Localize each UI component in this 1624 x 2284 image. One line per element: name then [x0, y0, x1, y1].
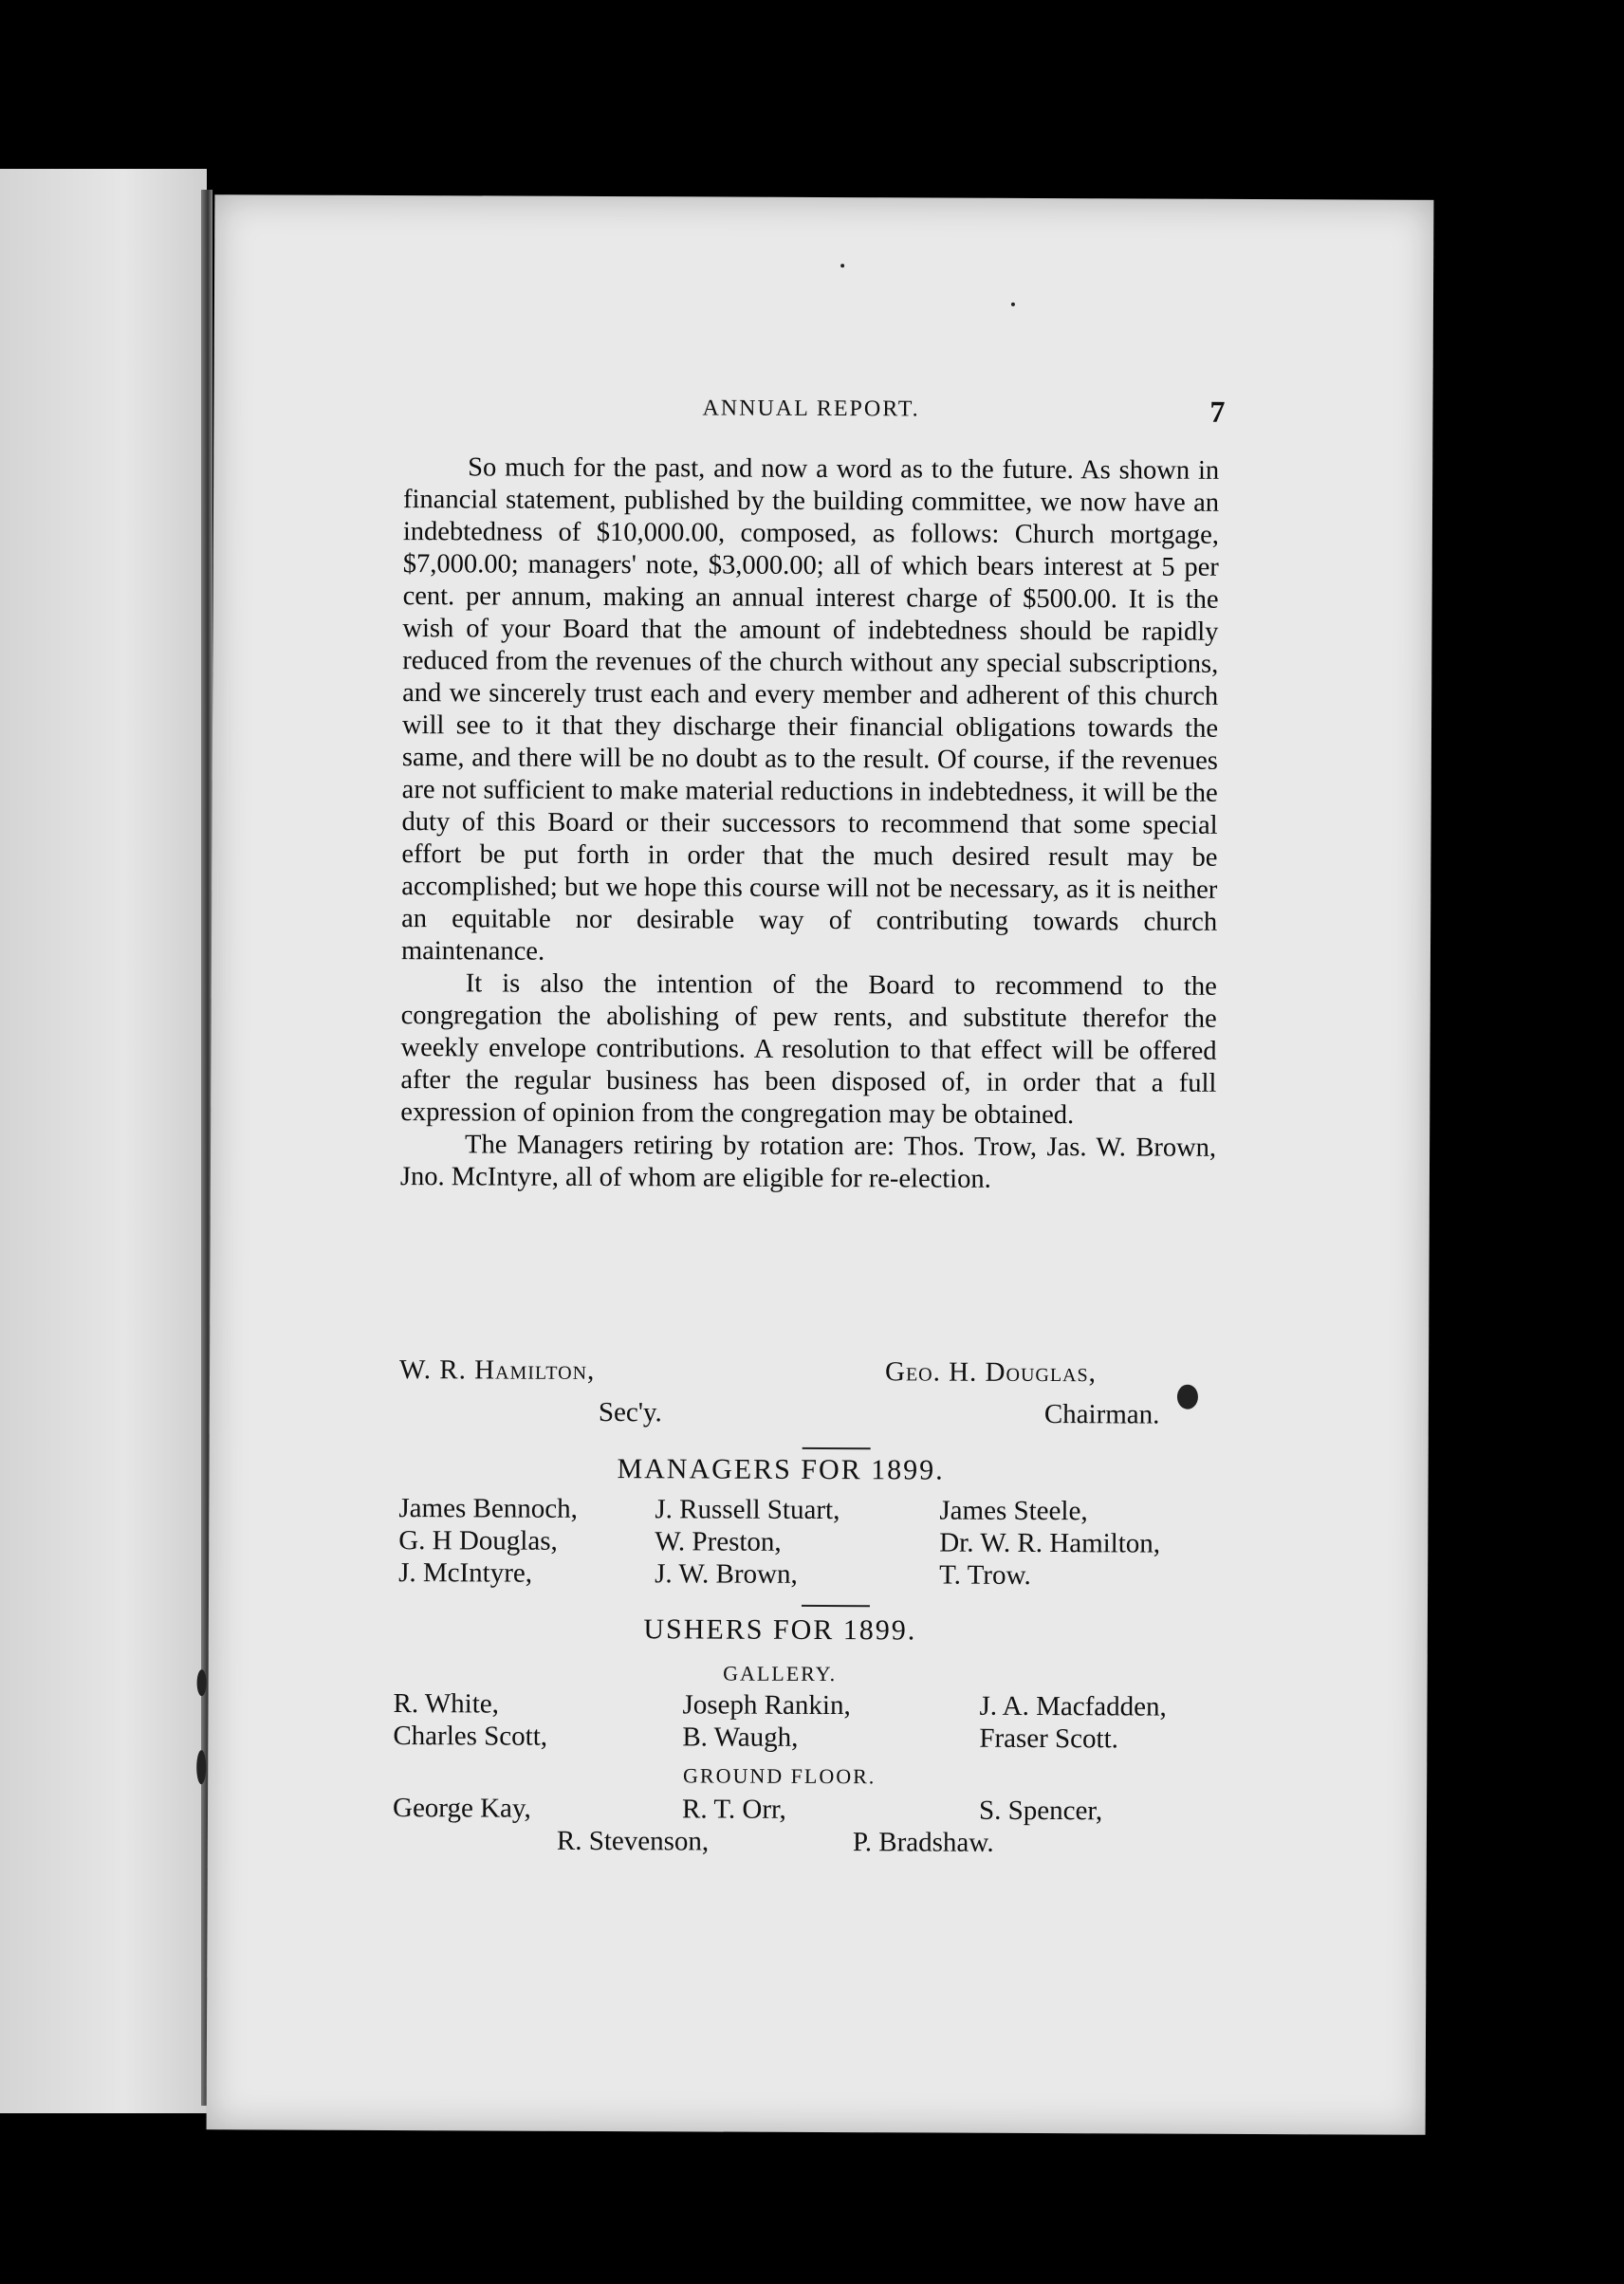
ushers-heading: USHERS FOR 1899.: [643, 1613, 917, 1647]
ink-blot: [1177, 1385, 1198, 1409]
paragraph-retiring-managers: The Managers retiring by rotation are: Thos. Trow, Jas. W. Brown, Jno. McIntyre, all of whom are eligible for re-election.: [399, 1130, 1217, 1194]
manager-name: W. Preston,: [655, 1526, 782, 1557]
divider-rule: [802, 1605, 870, 1607]
manager-name: James Steele,: [939, 1495, 1088, 1527]
manager-name: J. Russell Stuart,: [655, 1494, 840, 1526]
running-title: ANNUAL REPORT.: [702, 396, 920, 422]
chairman-name: Geo. H. Douglas,: [884, 1356, 1097, 1389]
page-header: [213, 394, 1432, 437]
manager-name: James Bennoch,: [398, 1493, 578, 1524]
usher-name: George Kay,: [392, 1793, 531, 1824]
report-body: [400, 451, 1219, 1197]
gallery-ushers-list: [393, 1688, 1246, 1768]
dust-speck: [1011, 303, 1015, 306]
managers-list: [398, 1493, 1252, 1601]
chairman-title: Chairman.: [1043, 1399, 1160, 1430]
usher-name: R. White,: [393, 1688, 500, 1720]
usher-name: J. A. Macfadden,: [979, 1690, 1167, 1722]
usher-name: B. Waugh,: [682, 1722, 799, 1753]
secretary-title: Sec'y.: [598, 1396, 662, 1428]
manager-name: J. W. Brown,: [655, 1558, 798, 1590]
page-number: 7: [1209, 394, 1226, 429]
document-page: [207, 194, 1434, 2135]
manager-name: G. H Douglas,: [398, 1525, 558, 1556]
paragraph-pew-rents: It is also the intention of the Board to recommend to the congregation the abolishing of pew rents, and substitute therefor the weekly envelope contributions. A resolution to that effect will be offered after the regular business has been disposed of, in order that a full expression of opinion from the congregation may be obtained.: [400, 968, 1217, 1131]
divider-rule: [803, 1447, 871, 1449]
managers-heading: MANAGERS FOR 1899.: [617, 1453, 945, 1486]
usher-name: R. T. Orr,: [681, 1794, 786, 1825]
usher-name: Fraser Scott.: [979, 1722, 1119, 1755]
usher-name: R. Stevenson,: [556, 1825, 710, 1857]
signature-block: [399, 1354, 1215, 1444]
manager-name: Dr. W. R. Hamilton,: [939, 1527, 1161, 1559]
manager-name: T. Trow.: [939, 1559, 1031, 1591]
usher-name: S. Spencer,: [978, 1795, 1103, 1827]
gallery-subheading: GALLERY.: [723, 1661, 838, 1686]
ink-blot: [197, 1669, 207, 1696]
ground-floor-ushers-list: [393, 1793, 1246, 1872]
paragraph-indebtedness: So much for the past, and now a word as to the future. As shown in financial statement, published by the building committee, we now have an indebtedness of $10,000.00, composed, as follows: Church mortgage, $7,000.00; managers' note, $3,000.00; all of which bears interest at 5 per cent. per annum, making an annual interest charge of $500.00. It is the wish of your Board that the amount of indebtedness should be rapidly reduced from the revenues of the church without any special subscriptions, and we sincerely trust each and every member and adherent of this church will see to it that they discharge their financial obligations towards the same, and there will be no doubt as to the result. Of course, if the revenues are not sufficient to make material reductions in indebtedness, it will be the duty of this Board or their successors to recommend that some special effort be put forth in order that the much desired result may be accomplished; but we hope this course will not be necessary, as it is neither an equitable nor desirable way of contributing towards church maintenance.: [400, 452, 1220, 967]
usher-name: Charles Scott,: [393, 1721, 548, 1752]
secretary-name: W. R. Hamilton,: [398, 1354, 596, 1386]
manager-name: J. McIntyre,: [398, 1557, 533, 1589]
usher-name: P. Bradshaw.: [852, 1827, 994, 1858]
facing-page: [0, 169, 207, 2113]
dust-speck: [840, 264, 844, 267]
ground-floor-subheading: GROUND FLOOR.: [683, 1763, 877, 1789]
usher-name: Joseph Rankin,: [682, 1689, 851, 1722]
